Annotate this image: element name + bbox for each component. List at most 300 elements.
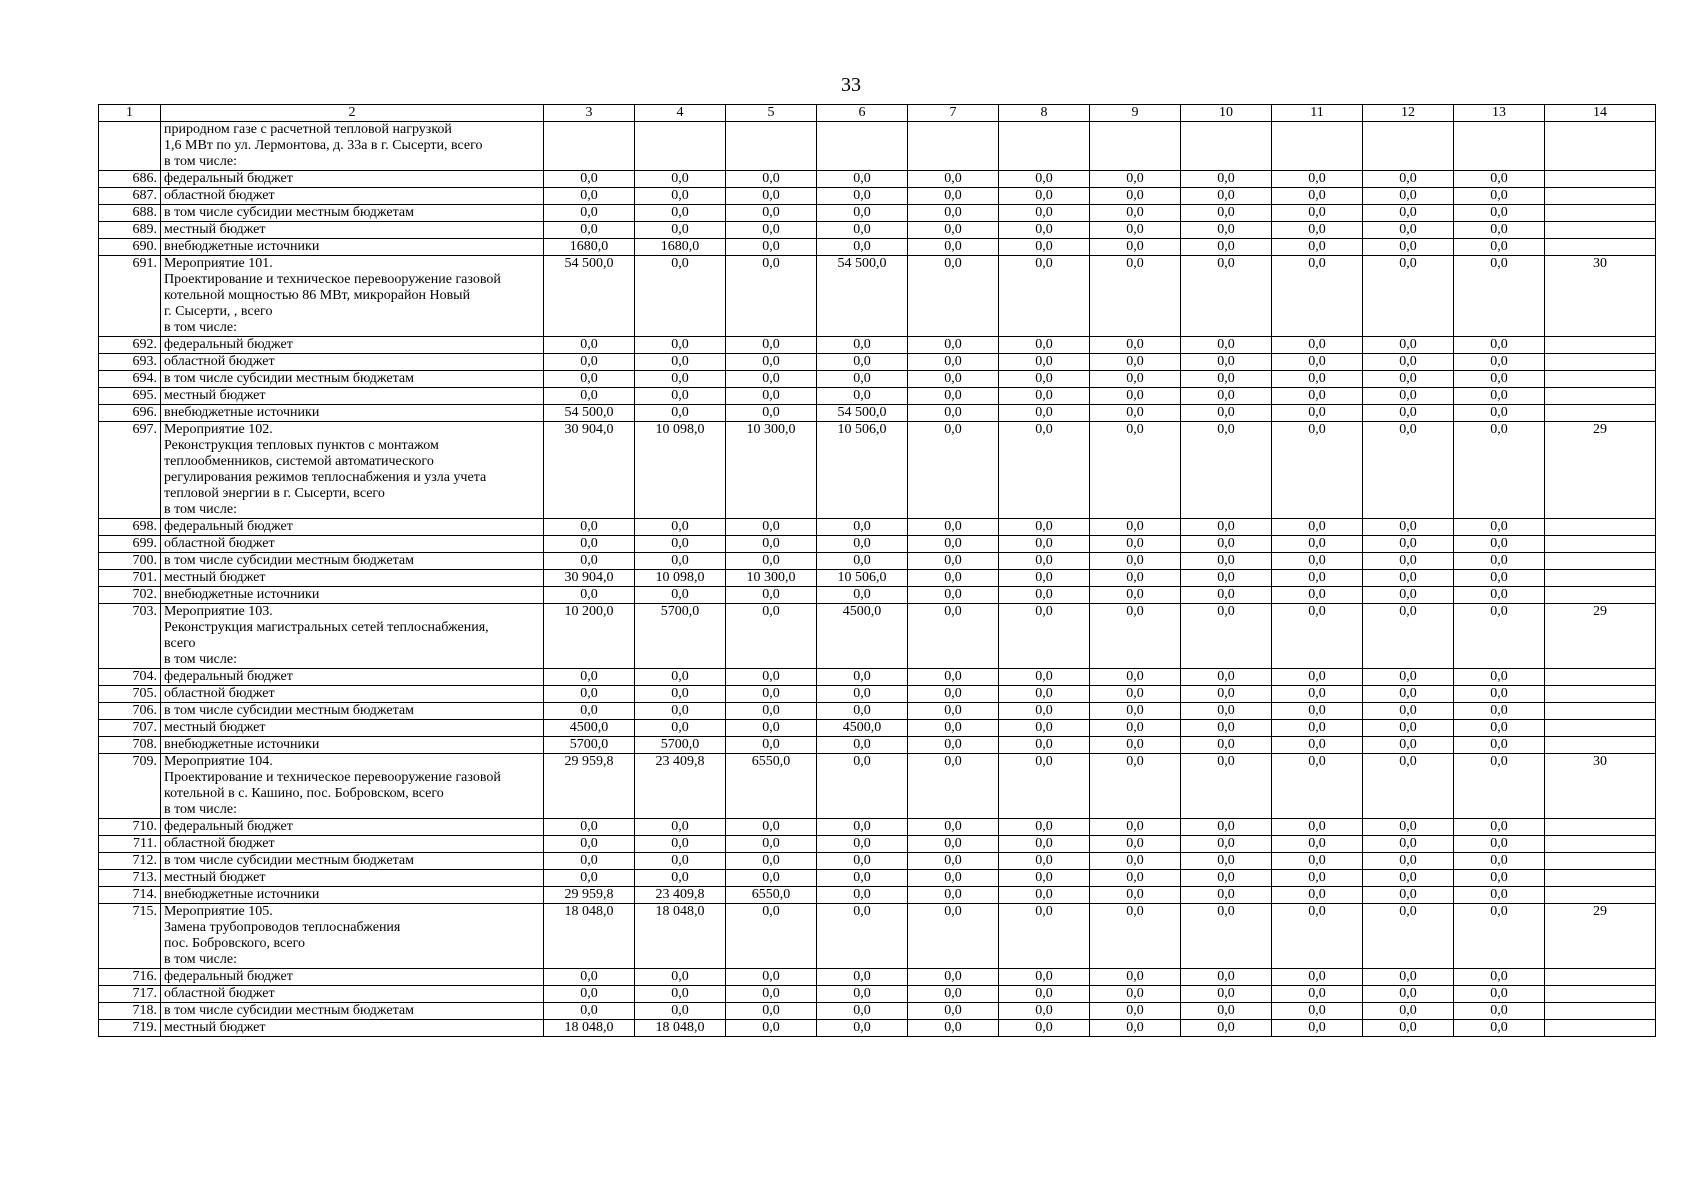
- target-indicator-cell: [1545, 122, 1656, 171]
- value-cell-col-13: 0,0: [1454, 205, 1545, 222]
- row-label-line: в том числе:: [164, 952, 237, 967]
- row-label-line: местный бюджет: [164, 570, 266, 585]
- value-cell-col-3: 0,0: [544, 986, 635, 1003]
- value-cell-col-10: 0,0: [1181, 969, 1272, 986]
- value-cell-col-10: 0,0: [1181, 256, 1272, 337]
- column-header-8: 8: [999, 105, 1090, 122]
- value-cell-col-9: 0,0: [1090, 354, 1181, 371]
- target-indicator-cell: 30: [1545, 754, 1656, 819]
- value-cell-col-7: 0,0: [908, 986, 999, 1003]
- value-cell-col-12: 0,0: [1363, 570, 1454, 587]
- target-indicator-cell: [1545, 354, 1656, 371]
- row-label: [161, 587, 544, 604]
- value-cell-col-8: 0,0: [999, 205, 1090, 222]
- value-cell-col-12: 0,0: [1363, 371, 1454, 388]
- value-cell-col-6: 0,0: [817, 686, 908, 703]
- value-cell-col-4: 0,0: [635, 853, 726, 870]
- row-number: 706.: [99, 703, 161, 720]
- value-cell-col-7: 0,0: [908, 405, 999, 422]
- value-cell-col-11: 0,0: [1272, 1003, 1363, 1020]
- row-label-line: Замена трубопроводов теплоснабжения: [164, 920, 401, 935]
- value-cell-col-5: 0,0: [726, 1003, 817, 1020]
- value-cell-col-3: 0,0: [544, 222, 635, 239]
- value-cell-col-8: 0,0: [999, 604, 1090, 669]
- value-cell-col-7: 0,0: [908, 239, 999, 256]
- value-cell-col-3: 0,0: [544, 388, 635, 405]
- value-cell-col-9: 0,0: [1090, 754, 1181, 819]
- value-cell-col-8: 0,0: [999, 819, 1090, 836]
- value-cell-col-4: 0,0: [635, 188, 726, 205]
- row-label-line: Реконструкция магистральных сетей теплоснабжения,: [164, 620, 489, 635]
- target-indicator-cell: [1545, 405, 1656, 422]
- value-cell-col-12: 0,0: [1363, 703, 1454, 720]
- value-cell-col-12: 0,0: [1363, 1003, 1454, 1020]
- value-cell-col-4: 0,0: [635, 686, 726, 703]
- value-cell-col-11: 0,0: [1272, 188, 1363, 205]
- value-cell-col-4: 0,0: [635, 720, 726, 737]
- value-cell-col-7: 0,0: [908, 205, 999, 222]
- value-cell-col-11: 0,0: [1272, 553, 1363, 570]
- target-indicator-cell: [1545, 205, 1656, 222]
- value-cell-col-9: [1090, 122, 1181, 171]
- value-cell-col-5: 0,0: [726, 256, 817, 337]
- value-cell-col-9: 0,0: [1090, 720, 1181, 737]
- value-cell-col-12: 0,0: [1363, 986, 1454, 1003]
- value-cell-col-8: 0,0: [999, 686, 1090, 703]
- value-cell-col-4: 0,0: [635, 337, 726, 354]
- value-cell-col-10: 0,0: [1181, 587, 1272, 604]
- value-cell-col-3: 0,0: [544, 188, 635, 205]
- row-label-line: в том числе:: [164, 652, 237, 667]
- value-cell-col-4: 23 409,8: [635, 887, 726, 904]
- value-cell-col-5: 0,0: [726, 405, 817, 422]
- value-cell-col-9: 0,0: [1090, 986, 1181, 1003]
- value-cell-col-11: 0,0: [1272, 519, 1363, 536]
- value-cell-col-3: 0,0: [544, 853, 635, 870]
- value-cell-col-12: 0,0: [1363, 388, 1454, 405]
- value-cell-col-13: 0,0: [1454, 371, 1545, 388]
- value-cell-col-5: 0,0: [726, 669, 817, 686]
- row-number: 718.: [99, 1003, 161, 1020]
- value-cell-col-7: 0,0: [908, 188, 999, 205]
- value-cell-col-10: 0,0: [1181, 239, 1272, 256]
- row-label-line: Мероприятие 103.: [164, 604, 273, 619]
- table-row: [99, 754, 1656, 819]
- value-cell-col-6: 0,0: [817, 754, 908, 819]
- value-cell-col-8: 0,0: [999, 969, 1090, 986]
- value-cell-col-11: 0,0: [1272, 239, 1363, 256]
- value-cell-col-6: 10 506,0: [817, 422, 908, 519]
- value-cell-col-11: 0,0: [1272, 405, 1363, 422]
- value-cell-col-3: 18 048,0: [544, 904, 635, 969]
- value-cell-col-4: 0,0: [635, 1003, 726, 1020]
- table-row: [99, 171, 1656, 188]
- value-cell-col-9: 0,0: [1090, 669, 1181, 686]
- value-cell-col-12: 0,0: [1363, 836, 1454, 853]
- table-row: [99, 703, 1656, 720]
- value-cell-col-13: 0,0: [1454, 836, 1545, 853]
- value-cell-col-3: 18 048,0: [544, 1020, 635, 1037]
- value-cell-col-13: 0,0: [1454, 553, 1545, 570]
- row-number: 697.: [99, 422, 161, 519]
- value-cell-col-12: 0,0: [1363, 1020, 1454, 1037]
- value-cell-col-6: 0,0: [817, 969, 908, 986]
- row-label-line: всего: [164, 636, 196, 651]
- value-cell-col-12: 0,0: [1363, 720, 1454, 737]
- table-row: [99, 853, 1656, 870]
- value-cell-col-13: 0,0: [1454, 519, 1545, 536]
- value-cell-col-13: 0,0: [1454, 422, 1545, 519]
- value-cell-col-6: 0,0: [817, 222, 908, 239]
- value-cell-col-4: 0,0: [635, 171, 726, 188]
- value-cell-col-13: 0,0: [1454, 536, 1545, 553]
- value-cell-col-5: 6550,0: [726, 887, 817, 904]
- value-cell-col-8: 0,0: [999, 256, 1090, 337]
- value-cell-col-7: 0,0: [908, 371, 999, 388]
- value-cell-col-9: 0,0: [1090, 519, 1181, 536]
- value-cell-col-5: 0,0: [726, 836, 817, 853]
- table-row: [99, 819, 1656, 836]
- row-label: [161, 887, 544, 904]
- value-cell-col-13: 0,0: [1454, 1020, 1545, 1037]
- value-cell-col-12: 0,0: [1363, 205, 1454, 222]
- table-row: [99, 969, 1656, 986]
- row-label: [161, 205, 544, 222]
- value-cell-col-3: 30 904,0: [544, 422, 635, 519]
- row-label: [161, 703, 544, 720]
- value-cell-col-10: 0,0: [1181, 737, 1272, 754]
- row-label-line: внебюджетные источники: [164, 405, 320, 420]
- value-cell-col-9: 0,0: [1090, 371, 1181, 388]
- value-cell-col-5: 0,0: [726, 686, 817, 703]
- value-cell-col-9: 0,0: [1090, 870, 1181, 887]
- value-cell-col-7: 0,0: [908, 536, 999, 553]
- value-cell-col-5: 0,0: [726, 1020, 817, 1037]
- column-header-13: 13: [1454, 105, 1545, 122]
- value-cell-col-9: 0,0: [1090, 887, 1181, 904]
- row-label-line: местный бюджет: [164, 388, 266, 403]
- value-cell-col-10: 0,0: [1181, 1020, 1272, 1037]
- value-cell-col-3: 29 959,8: [544, 754, 635, 819]
- table-row: [99, 205, 1656, 222]
- value-cell-col-4: 18 048,0: [635, 904, 726, 969]
- value-cell-col-4: 0,0: [635, 969, 726, 986]
- page-number: 33: [841, 74, 861, 96]
- row-label: [161, 171, 544, 188]
- target-indicator-cell: [1545, 703, 1656, 720]
- row-label-line: г. Сысерти, , всего: [164, 304, 273, 319]
- value-cell-col-6: 0,0: [817, 536, 908, 553]
- value-cell-col-4: 0,0: [635, 986, 726, 1003]
- row-label-line: Реконструкция тепловых пунктов с монтажом: [164, 438, 439, 453]
- value-cell-col-13: 0,0: [1454, 686, 1545, 703]
- row-label-line: в том числе субсидии местным бюджетам: [164, 553, 414, 568]
- value-cell-col-8: 0,0: [999, 222, 1090, 239]
- value-cell-col-11: 0,0: [1272, 686, 1363, 703]
- value-cell-col-5: 0,0: [726, 239, 817, 256]
- row-label: [161, 969, 544, 986]
- value-cell-col-5: 0,0: [726, 337, 817, 354]
- value-cell-col-11: 0,0: [1272, 388, 1363, 405]
- value-cell-col-7: 0,0: [908, 754, 999, 819]
- value-cell-col-3: 0,0: [544, 171, 635, 188]
- value-cell-col-11: 0,0: [1272, 604, 1363, 669]
- target-indicator-cell: [1545, 553, 1656, 570]
- value-cell-col-4: 1680,0: [635, 239, 726, 256]
- target-indicator-cell: [1545, 222, 1656, 239]
- budget-table: [98, 104, 1656, 1037]
- value-cell-col-12: 0,0: [1363, 669, 1454, 686]
- table-row: [99, 222, 1656, 239]
- value-cell-col-9: 0,0: [1090, 171, 1181, 188]
- value-cell-col-6: 0,0: [817, 870, 908, 887]
- value-cell-col-6: 0,0: [817, 986, 908, 1003]
- column-header-1: 1: [99, 105, 161, 122]
- value-cell-col-7: 0,0: [908, 836, 999, 853]
- target-indicator-cell: [1545, 669, 1656, 686]
- target-indicator-cell: [1545, 171, 1656, 188]
- value-cell-col-10: 0,0: [1181, 570, 1272, 587]
- table-row: [99, 604, 1656, 669]
- value-cell-col-5: 6550,0: [726, 754, 817, 819]
- row-number: 708.: [99, 737, 161, 754]
- target-indicator-cell: [1545, 737, 1656, 754]
- value-cell-col-6: 0,0: [817, 205, 908, 222]
- value-cell-col-13: [1454, 122, 1545, 171]
- column-header-2: 2: [161, 105, 544, 122]
- value-cell-col-11: [1272, 122, 1363, 171]
- value-cell-col-13: 0,0: [1454, 570, 1545, 587]
- value-cell-col-10: 0,0: [1181, 836, 1272, 853]
- value-cell-col-7: [908, 122, 999, 171]
- value-cell-col-6: 0,0: [817, 553, 908, 570]
- value-cell-col-7: 0,0: [908, 853, 999, 870]
- value-cell-col-6: 0,0: [817, 1003, 908, 1020]
- target-indicator-cell: 29: [1545, 422, 1656, 519]
- row-label-line: регулирования режимов теплоснабжения и узла учета: [164, 470, 487, 485]
- value-cell-col-5: [726, 122, 817, 171]
- target-indicator-cell: [1545, 870, 1656, 887]
- target-indicator-cell: 29: [1545, 604, 1656, 669]
- value-cell-col-11: 0,0: [1272, 904, 1363, 969]
- value-cell-col-12: [1363, 122, 1454, 171]
- value-cell-col-12: 0,0: [1363, 686, 1454, 703]
- value-cell-col-5: 0,0: [726, 536, 817, 553]
- row-label-line: внебюджетные источники: [164, 239, 320, 254]
- row-label-line: федеральный бюджет: [164, 969, 293, 984]
- table-row: [99, 587, 1656, 604]
- value-cell-col-3: 0,0: [544, 337, 635, 354]
- value-cell-col-5: 0,0: [726, 703, 817, 720]
- row-label-line: пос. Бобровского, всего: [164, 936, 305, 951]
- value-cell-col-10: 0,0: [1181, 887, 1272, 904]
- row-label-line: Проектирование и техническое перевооружение газовой: [164, 272, 501, 287]
- value-cell-col-12: 0,0: [1363, 604, 1454, 669]
- value-cell-col-4: 0,0: [635, 703, 726, 720]
- value-cell-col-6: [817, 122, 908, 171]
- value-cell-col-10: 0,0: [1181, 171, 1272, 188]
- value-cell-col-6: 0,0: [817, 703, 908, 720]
- column-header-10: 10: [1181, 105, 1272, 122]
- value-cell-col-12: 0,0: [1363, 405, 1454, 422]
- target-indicator-cell: [1545, 836, 1656, 853]
- value-cell-col-5: 0,0: [726, 388, 817, 405]
- value-cell-col-13: 0,0: [1454, 354, 1545, 371]
- value-cell-col-8: 0,0: [999, 388, 1090, 405]
- value-cell-col-10: 0,0: [1181, 405, 1272, 422]
- value-cell-col-10: 0,0: [1181, 703, 1272, 720]
- value-cell-col-7: 0,0: [908, 870, 999, 887]
- value-cell-col-5: 0,0: [726, 188, 817, 205]
- value-cell-col-9: 0,0: [1090, 188, 1181, 205]
- value-cell-col-11: 0,0: [1272, 720, 1363, 737]
- column-header-3: 3: [544, 105, 635, 122]
- value-cell-col-5: 0,0: [726, 587, 817, 604]
- table-row: [99, 536, 1656, 553]
- value-cell-col-6: 0,0: [817, 1020, 908, 1037]
- value-cell-col-3: 0,0: [544, 819, 635, 836]
- table-row: [99, 1020, 1656, 1037]
- value-cell-col-7: 0,0: [908, 720, 999, 737]
- row-label: [161, 904, 544, 969]
- row-label-line: природном газе с расчетной тепловой нагрузкой: [164, 122, 452, 137]
- value-cell-col-12: 0,0: [1363, 536, 1454, 553]
- value-cell-col-5: 0,0: [726, 519, 817, 536]
- value-cell-col-11: 0,0: [1272, 536, 1363, 553]
- table-row: [99, 836, 1656, 853]
- value-cell-col-4: 0,0: [635, 870, 726, 887]
- value-cell-col-12: 0,0: [1363, 819, 1454, 836]
- value-cell-col-9: 0,0: [1090, 205, 1181, 222]
- value-cell-col-6: 0,0: [817, 853, 908, 870]
- value-cell-col-7: 0,0: [908, 570, 999, 587]
- value-cell-col-10: 0,0: [1181, 669, 1272, 686]
- row-number: 694.: [99, 371, 161, 388]
- table-row: [99, 405, 1656, 422]
- value-cell-col-8: 0,0: [999, 587, 1090, 604]
- value-cell-col-4: 0,0: [635, 205, 726, 222]
- value-cell-col-3: 0,0: [544, 1003, 635, 1020]
- value-cell-col-10: 0,0: [1181, 604, 1272, 669]
- column-header-6: 6: [817, 105, 908, 122]
- value-cell-col-7: 0,0: [908, 703, 999, 720]
- value-cell-col-7: 0,0: [908, 1020, 999, 1037]
- value-cell-col-13: 0,0: [1454, 986, 1545, 1003]
- value-cell-col-10: 0,0: [1181, 686, 1272, 703]
- value-cell-col-10: 0,0: [1181, 870, 1272, 887]
- target-indicator-cell: [1545, 188, 1656, 205]
- row-number: 716.: [99, 969, 161, 986]
- table-row: [99, 122, 1656, 171]
- value-cell-col-6: 0,0: [817, 239, 908, 256]
- value-cell-col-10: 0,0: [1181, 553, 1272, 570]
- value-cell-col-10: 0,0: [1181, 1003, 1272, 1020]
- row-label: [161, 720, 544, 737]
- value-cell-col-8: 0,0: [999, 371, 1090, 388]
- value-cell-col-13: 0,0: [1454, 904, 1545, 969]
- target-indicator-cell: [1545, 1003, 1656, 1020]
- value-cell-col-9: 0,0: [1090, 256, 1181, 337]
- row-number: 686.: [99, 171, 161, 188]
- value-cell-col-6: 4500,0: [817, 604, 908, 669]
- row-label-line: областной бюджет: [164, 536, 275, 551]
- value-cell-col-10: 0,0: [1181, 354, 1272, 371]
- value-cell-col-3: 4500,0: [544, 720, 635, 737]
- value-cell-col-5: 0,0: [726, 171, 817, 188]
- value-cell-col-4: 0,0: [635, 519, 726, 536]
- value-cell-col-9: 0,0: [1090, 737, 1181, 754]
- value-cell-col-13: 0,0: [1454, 587, 1545, 604]
- value-cell-col-8: 0,0: [999, 188, 1090, 205]
- table-body: [99, 122, 1656, 1037]
- value-cell-col-6: 4500,0: [817, 720, 908, 737]
- value-cell-col-13: 0,0: [1454, 737, 1545, 754]
- value-cell-col-9: 0,0: [1090, 570, 1181, 587]
- row-label: [161, 570, 544, 587]
- value-cell-col-4: 0,0: [635, 553, 726, 570]
- row-label-line: федеральный бюджет: [164, 519, 293, 534]
- value-cell-col-9: 0,0: [1090, 836, 1181, 853]
- value-cell-col-7: 0,0: [908, 887, 999, 904]
- value-cell-col-6: 0,0: [817, 819, 908, 836]
- row-label: [161, 1020, 544, 1037]
- table-row: [99, 686, 1656, 703]
- value-cell-col-6: 0,0: [817, 904, 908, 969]
- value-cell-col-13: 0,0: [1454, 720, 1545, 737]
- value-cell-col-9: 0,0: [1090, 553, 1181, 570]
- value-cell-col-10: 0,0: [1181, 371, 1272, 388]
- value-cell-col-8: 0,0: [999, 703, 1090, 720]
- value-cell-col-7: 0,0: [908, 354, 999, 371]
- value-cell-col-5: 0,0: [726, 354, 817, 371]
- row-label-line: в том числе субсидии местным бюджетам: [164, 703, 414, 718]
- row-label-line: федеральный бюджет: [164, 171, 293, 186]
- value-cell-col-6: 0,0: [817, 188, 908, 205]
- target-indicator-cell: [1545, 720, 1656, 737]
- row-label-line: теплообменников, системой автоматического: [164, 454, 434, 469]
- value-cell-col-11: 0,0: [1272, 371, 1363, 388]
- value-cell-col-3: 1680,0: [544, 239, 635, 256]
- value-cell-col-12: 0,0: [1363, 337, 1454, 354]
- value-cell-col-5: 0,0: [726, 205, 817, 222]
- value-cell-col-5: 0,0: [726, 371, 817, 388]
- column-header-4: 4: [635, 105, 726, 122]
- value-cell-col-7: 0,0: [908, 969, 999, 986]
- value-cell-col-12: 0,0: [1363, 256, 1454, 337]
- row-label: [161, 754, 544, 819]
- value-cell-col-9: 0,0: [1090, 1020, 1181, 1037]
- table-row: [99, 720, 1656, 737]
- row-label: [161, 536, 544, 553]
- value-cell-col-8: 0,0: [999, 570, 1090, 587]
- value-cell-col-7: 0,0: [908, 337, 999, 354]
- row-number: 693.: [99, 354, 161, 371]
- value-cell-col-11: 0,0: [1272, 986, 1363, 1003]
- row-number: 692.: [99, 337, 161, 354]
- row-label-line: областной бюджет: [164, 836, 275, 851]
- row-label-line: областной бюджет: [164, 686, 275, 701]
- value-cell-col-5: 0,0: [726, 222, 817, 239]
- value-cell-col-11: 0,0: [1272, 819, 1363, 836]
- table-row: [99, 239, 1656, 256]
- value-cell-col-10: 0,0: [1181, 519, 1272, 536]
- row-number: 695.: [99, 388, 161, 405]
- value-cell-col-5: 0,0: [726, 737, 817, 754]
- value-cell-col-5: 0,0: [726, 870, 817, 887]
- value-cell-col-6: 0,0: [817, 354, 908, 371]
- value-cell-col-3: 54 500,0: [544, 405, 635, 422]
- value-cell-col-11: 0,0: [1272, 354, 1363, 371]
